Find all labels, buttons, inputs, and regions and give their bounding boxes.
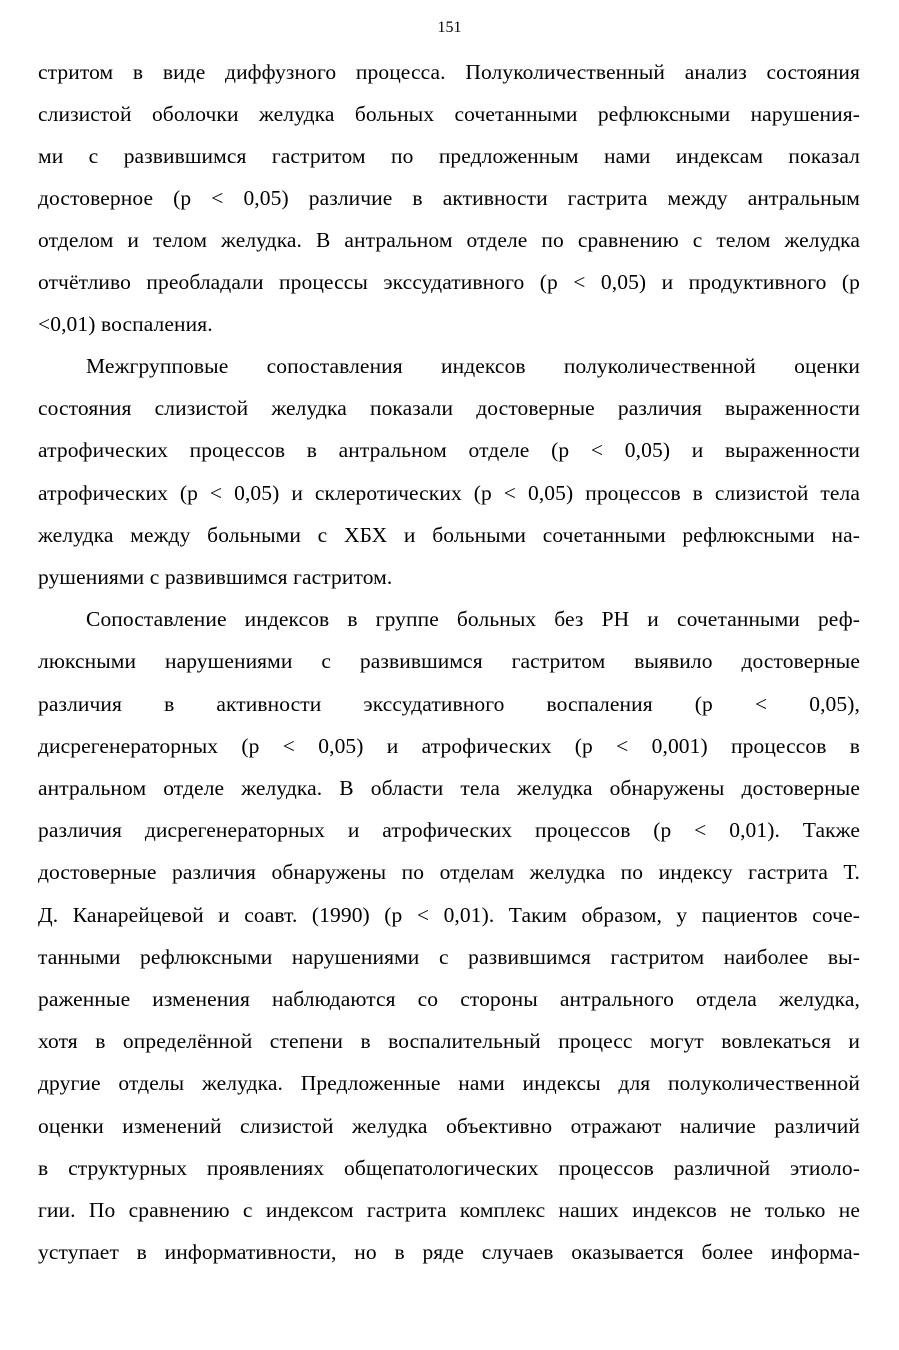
- text-line: рушениями с развившимся гастритом.: [38, 565, 393, 589]
- paragraph-first-line: Межгрупповые сопоставления индексов полуколичественной оценки: [86, 354, 860, 378]
- page-number: 151: [437, 19, 462, 36]
- text-line: <0,01) воспаления.: [38, 312, 213, 336]
- text-line: оценки изменений слизистой желудка объективно отражают наличие различий: [38, 1114, 860, 1138]
- text-line: состояния слизистой желудка показали достоверные различия выраженности: [38, 396, 860, 420]
- text-line: отчётливо преобладали процессы экссудативного (р < 0,05) и продуктивного (р: [38, 270, 860, 294]
- text-line: в структурных проявлениях общепатологических процессов различной этиоло-: [38, 1156, 860, 1180]
- text-line: стритом в виде диффузного процесса. Полуколичественный анализ состояния: [38, 60, 860, 84]
- text-line: танными рефлюксными нарушениями с развившимся гастритом наиболее вы-: [38, 945, 860, 969]
- text-line: антральном отделе желудка. В области тела желудка обнаружены достоверные: [38, 776, 860, 800]
- text-line: атрофических процессов в антральном отделе (р < 0,05) и выраженности: [38, 438, 860, 462]
- paragraph-first-line: Сопоставление индексов в группе больных без РН и сочетанными реф-: [86, 607, 860, 631]
- text-line: достоверные различия обнаружены по отделам желудка по индексу гастрита Т.: [38, 860, 860, 884]
- text-line: уступает в информативности, но в ряде случаев оказывается более информа-: [38, 1240, 860, 1264]
- text-line: дисрегенераторных (р < 0,05) и атрофических (р < 0,001) процессов в: [38, 734, 860, 758]
- text-line: раженные изменения наблюдаются со стороны антрального отдела желудка,: [38, 987, 860, 1011]
- text-line: желудка между больными с ХБХ и больными сочетанными рефлюксными на-: [38, 523, 860, 547]
- text-line: Д. Канарейцевой и соавт. (1990) (р < 0,01). Таким образом, у пациентов соче-: [38, 903, 860, 927]
- text-line: ми с развившимся гастритом по предложенным нами индексам показал: [38, 144, 860, 168]
- text-line: атрофических (р < 0,05) и склеротических (р < 0,05) процессов в слизистой тела: [38, 481, 860, 505]
- text-line: другие отделы желудка. Предложенные нами индексы для полуколичественной: [38, 1071, 860, 1095]
- text-line: достоверное (р < 0,05) различие в активности гастрита между антральным: [38, 186, 860, 210]
- text-line: хотя в определённой степени в воспалительный процесс могут вовлекаться и: [38, 1029, 860, 1053]
- text-line: люксными нарушениями с развившимся гастритом выявило достоверные: [38, 649, 860, 673]
- text-line: гии. По сравнению с индексом гастрита комплекс наших индексов не только не: [38, 1198, 860, 1222]
- text-line: различия в активности экссудативного воспаления (р < 0,05),: [38, 692, 860, 716]
- text-line: слизистой оболочки желудка больных сочетанными рефлюксными нарушения-: [38, 102, 860, 126]
- text-line: различия дисрегенераторных и атрофических процессов (р < 0,01). Также: [38, 818, 860, 842]
- text-line: отделом и телом желудка. В антральном отделе по сравнению с телом желудка: [38, 228, 860, 252]
